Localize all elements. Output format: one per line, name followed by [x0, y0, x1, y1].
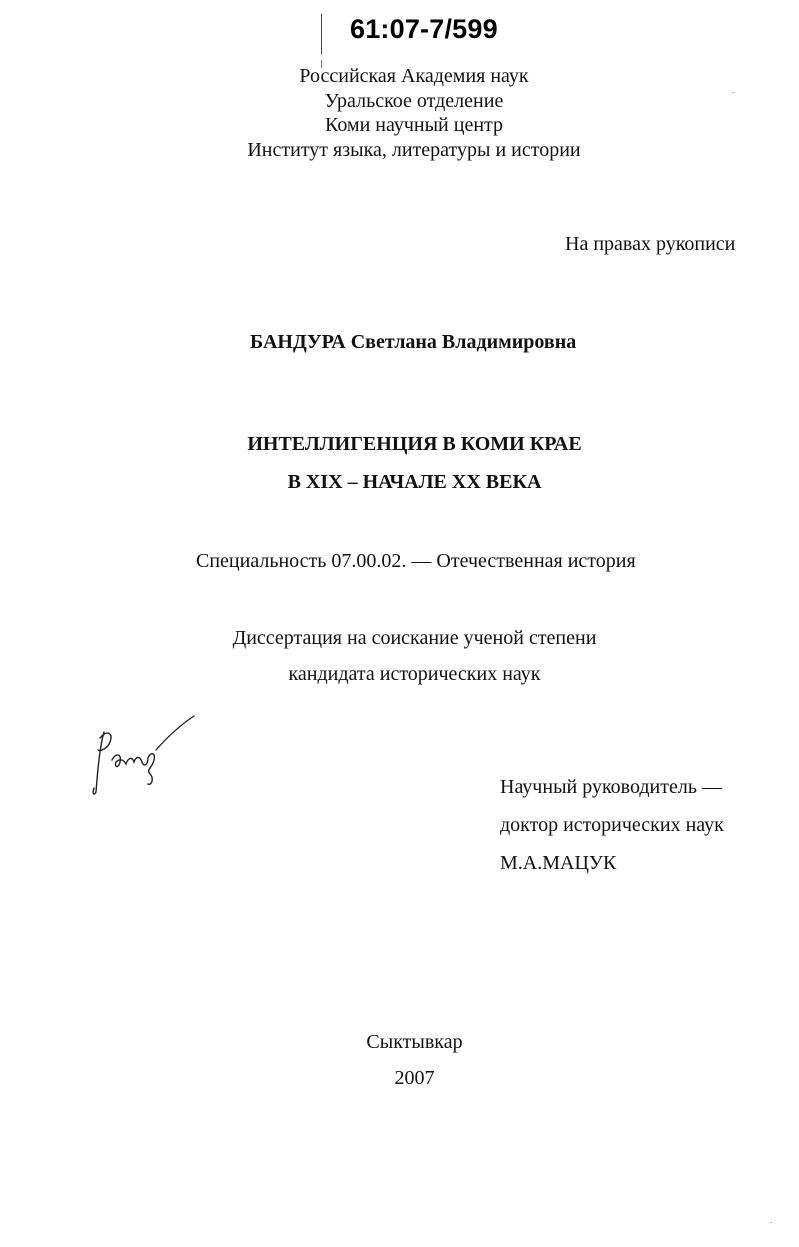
specialty-line: Специальность 07.00.02. — Отечественная история — [196, 550, 636, 572]
institution-line-center: Коми научный центр — [324, 114, 504, 136]
institution-line-branch: Уральское отделение — [324, 89, 504, 112]
manuscript-rights: На правах рукописи — [565, 233, 736, 255]
scan-margin-line — [321, 14, 322, 54]
scan-speck — [770, 1222, 772, 1223]
supervisor-name: М.А.МАЦУК — [500, 852, 617, 874]
institution-block — [84, 64, 744, 162]
dissertation-title — [0, 425, 799, 501]
institution-line-academy: Российская Академия наук — [299, 65, 529, 87]
title-line-1: ИНТЕЛЛИГЕНЦИЯ В КОМИ КРАЕ — [247, 433, 582, 455]
catalog-number: 61:07-7/599 — [350, 14, 498, 44]
city-name: Сыктывкар — [366, 1031, 463, 1053]
institution-line-institute: Институт языка, литературы и истории — [247, 138, 581, 161]
supervisor-degree: доктор исторических наук — [500, 814, 724, 836]
scan-speck — [732, 92, 734, 93]
publication-year: 2007 — [394, 1067, 435, 1089]
title-line-2: В XIX – НАЧАЛЕ XX ВЕКА — [287, 471, 542, 493]
degree-line-1: Диссертация на соискание ученой степени — [232, 627, 597, 649]
degree-line-2: кандидата исторических наук — [288, 663, 541, 685]
publication-place — [0, 1024, 799, 1096]
author-name: БАНДУРА Светлана Владимировна — [250, 331, 577, 353]
supervisor-block — [500, 768, 724, 882]
dissertation-degree — [0, 620, 799, 692]
handwritten-signature — [86, 708, 198, 800]
supervisor-role: Научный руководитель — — [500, 776, 722, 798]
